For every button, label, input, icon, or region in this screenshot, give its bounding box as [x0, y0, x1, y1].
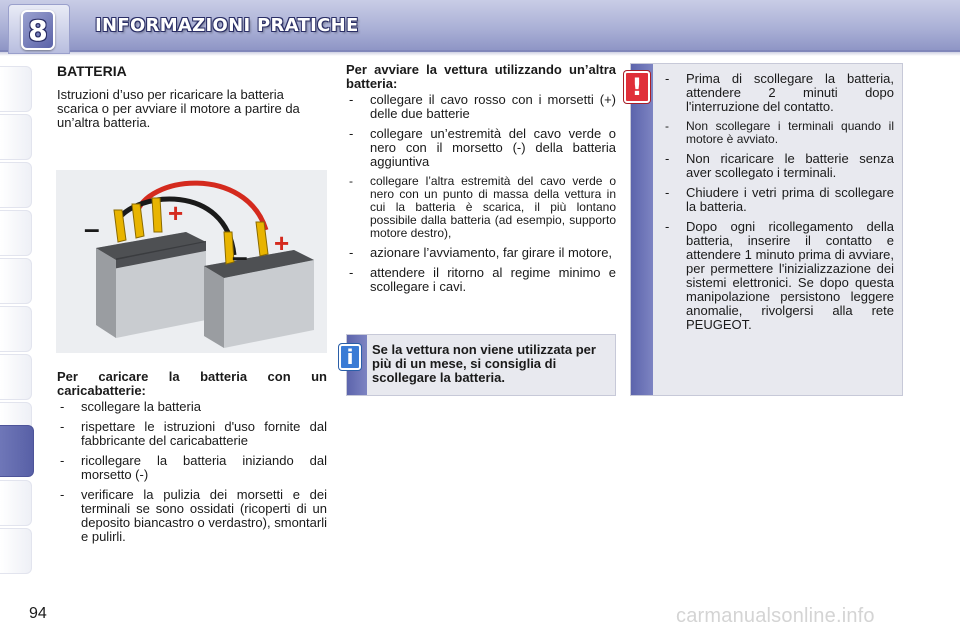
side-tab[interactable]: [0, 306, 32, 352]
side-tab[interactable]: [0, 354, 32, 400]
list-item: - scollegare la batteria: [57, 400, 327, 414]
list-item: - collegare un’estremità del cavo verde o nero con il morsetto (-) della batteria aggiuntiva: [346, 127, 616, 169]
list-item: - Non scollegare i terminali quando il motore è avviato.: [662, 120, 894, 146]
list-item: - ricollegare la batteria iniziando dal morsetto (-): [57, 454, 327, 482]
list-item: - rispettare le istruzioni d'uso fornite dal fabbricante del caricabatterie: [57, 420, 327, 448]
warning-icon: !: [624, 71, 650, 103]
side-tab[interactable]: [0, 480, 32, 526]
list-item: - verificare la pulizia dei morsetti e dei terminali se sono ossidati (ricoperti di un deposito biancastro o verdastro), smontarli e pulirli.: [57, 488, 327, 544]
watermark: carmanualsonline.info: [676, 605, 875, 627]
info-note-text: Se la vettura non viene utilizzata per più di un mese, si consiglia di scollegare la batteria.: [372, 342, 596, 385]
minus-sign-left: –: [84, 213, 100, 244]
plus-sign-right: +: [274, 228, 290, 258]
jump-start-steps-list: [346, 93, 616, 300]
jump-start-heading: Per avviare la vettura utilizzando un’altra batteria:: [346, 62, 616, 91]
page-title: INFORMAZIONI PRATICHE: [95, 15, 359, 36]
battery-left: [96, 232, 206, 338]
header-shadow: [0, 50, 960, 56]
list-item: - Dopo ogni ricollegamento della batteria, inserire il contatto e attendere 1 minuto prima di avviare, per permettere l'inizializzazione dei sistemi elettronici. Se dopo questa manipolazione persistono leggere anomalie, rivolgersi alla rete PEUGEOT.: [662, 220, 894, 332]
page-number: 94: [29, 605, 47, 622]
chapter-side-tabs: [0, 60, 32, 580]
warning-bar: [631, 64, 653, 395]
list-item: - Chiudere i vetri prima di scollegare la batteria.: [662, 186, 894, 214]
side-tab[interactable]: [0, 66, 32, 112]
info-icon: i: [339, 344, 361, 370]
plus-sign-left: +: [168, 198, 184, 228]
list-item: - azionare l’avviamento, far girare il motore,: [346, 246, 616, 260]
chapter-number-badge: 8: [21, 10, 55, 50]
side-tab[interactable]: [0, 528, 32, 574]
side-tab[interactable]: [0, 162, 32, 208]
list-item: - collegare il cavo rosso con i morsetti (+) delle due batterie: [346, 93, 616, 121]
side-tab[interactable]: [0, 210, 32, 256]
charger-heading: Per caricare la batteria con un caricabatterie:: [57, 369, 327, 398]
side-tab[interactable]: [0, 114, 32, 160]
intro-paragraph: Istruzioni d’uso per ricaricare la batteria scarica o per avviare il motore a partire da un’altra batteria.: [57, 87, 300, 130]
charger-steps-list: [57, 400, 327, 550]
side-tab-active[interactable]: [0, 425, 34, 477]
list-item: - Non ricaricare le batterie senza aver scollegato i terminali.: [662, 152, 894, 180]
minus-sign-right: –: [232, 241, 248, 272]
warning-list: [662, 72, 894, 338]
list-item: - collegare l’altra estremità del cavo verde o nero con un punto di massa della vettura in cui la batteria è scarica, il più lontano possibile dalla batteria (ad esempio, supporto motore destro),: [346, 175, 616, 240]
list-item: - Prima di scollegare la batteria, attendere 2 minuti dopo l'interruzione del contatto.: [662, 72, 894, 114]
section-title: BATTERIA: [57, 63, 127, 79]
battery-right: [204, 250, 314, 348]
side-tab[interactable]: [0, 258, 32, 304]
list-item: - attendere il ritorno al regime minimo e scollegare i cavi.: [346, 266, 616, 294]
battery-jump-illustration: [56, 170, 327, 353]
